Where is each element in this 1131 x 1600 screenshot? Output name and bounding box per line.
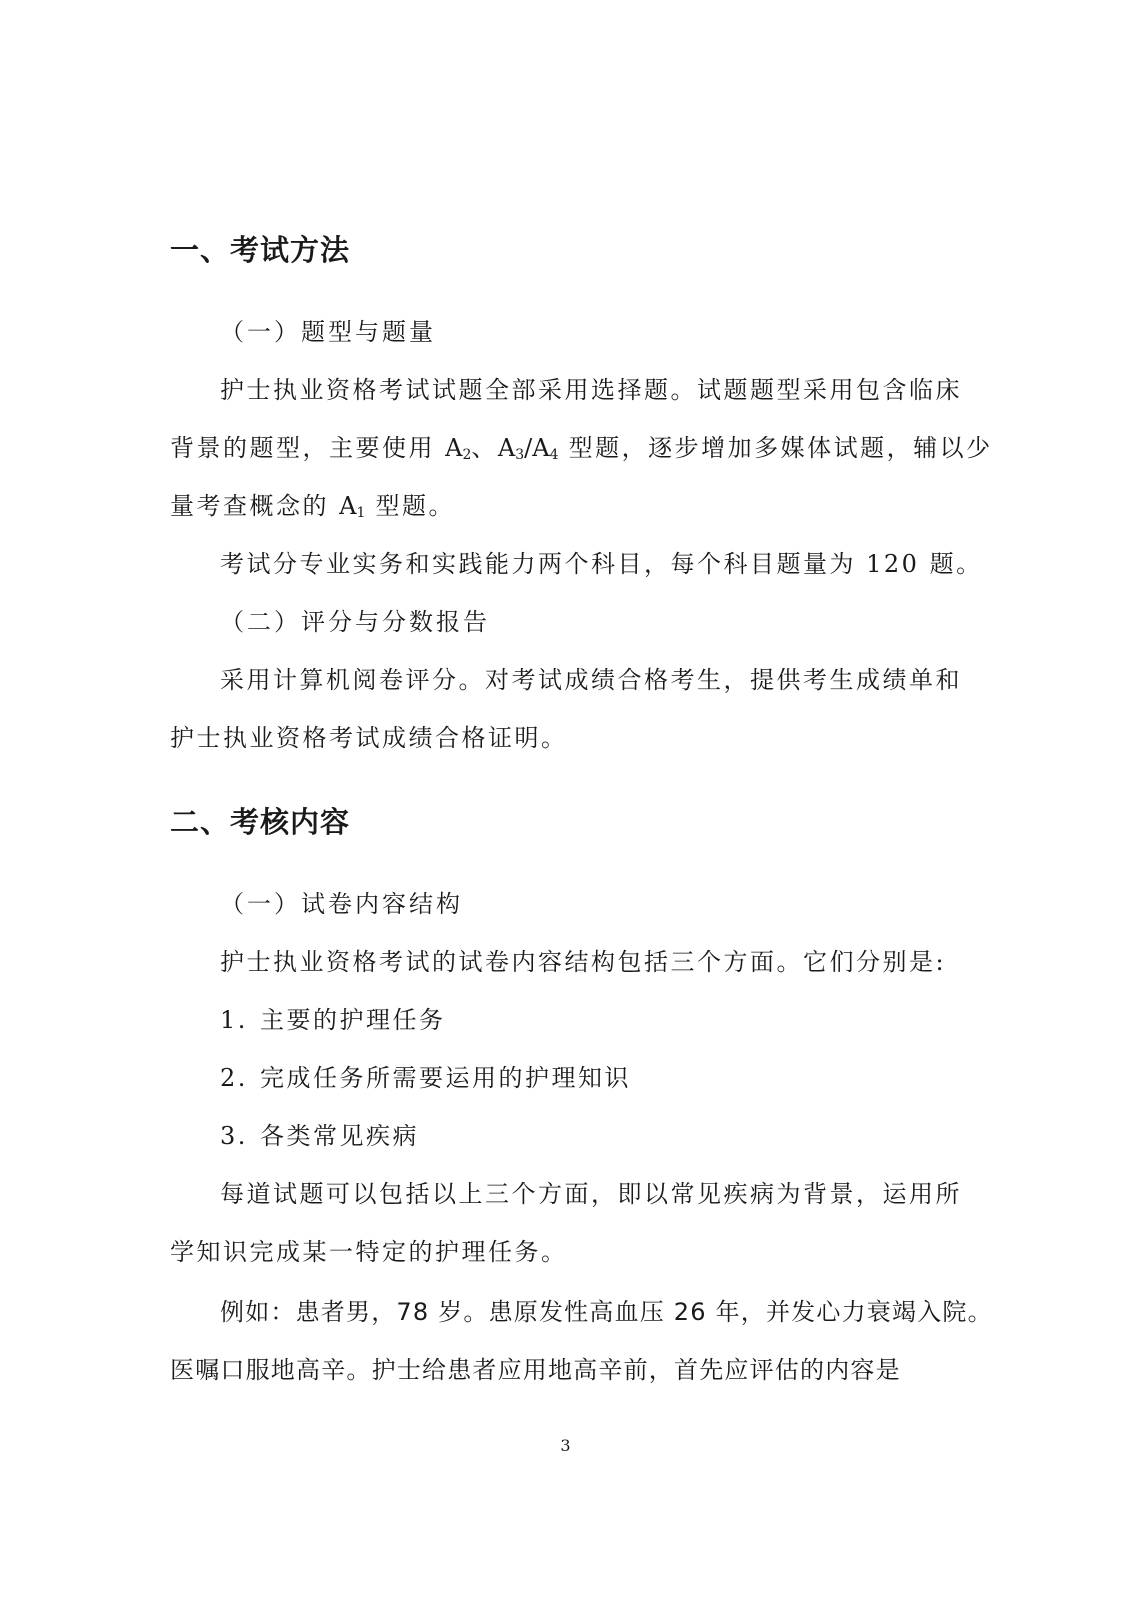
page-number: 3 xyxy=(560,1436,571,1455)
subscript: 3 xyxy=(515,447,525,463)
list-text: 主要的护理任务 xyxy=(260,1006,446,1034)
text-run: 、 xyxy=(471,434,498,462)
paragraph-line: 考试分专业实务和实践能力两个科目，每个科目题量为 120 题。 xyxy=(220,550,983,578)
section-heading-exam-method: 一、考试方法 xyxy=(170,233,351,267)
text-run: 型题，逐步增加多媒体试题，辅以少 xyxy=(558,434,993,462)
text-run: A xyxy=(339,492,357,520)
section-heading-exam-content: 二、考核内容 xyxy=(170,805,351,839)
text-run: A xyxy=(445,434,463,462)
paragraph-line: 护士执业资格考试成绩合格证明。 xyxy=(170,724,568,752)
paragraph-line: 护士执业资格考试试题全部采用选择题。试题题型采用包含临床 xyxy=(220,376,962,404)
paragraph-line xyxy=(170,428,993,463)
subheading-question-types: （一）题型与题量 xyxy=(220,318,436,346)
subscript: 4 xyxy=(549,447,559,463)
subheading-paper-structure: （一）试卷内容结构 xyxy=(220,890,463,918)
text-run: / xyxy=(524,434,533,462)
list-item xyxy=(220,1000,446,1035)
paragraph-line: 每道试题可以包括以上三个方面，即以常见疾病为背景，运用所 xyxy=(220,1180,962,1208)
text-run: 背景的题型，主要使用 xyxy=(170,434,446,462)
example-line: 医嘱口服地高辛。护士给患者应用地高辛前，首先应评估的内容是 xyxy=(170,1356,901,1384)
list-text: 完成任务所需要运用的护理知识 xyxy=(260,1064,631,1092)
paragraph-line xyxy=(170,486,455,521)
paragraph-line: 学知识完成某一特定的护理任务。 xyxy=(170,1238,568,1266)
list-item xyxy=(220,1116,419,1151)
subheading-scoring: （二）评分与分数报告 xyxy=(220,608,490,636)
text-run: A xyxy=(532,434,550,462)
list-number: 1. xyxy=(220,1006,248,1034)
text-run: A xyxy=(497,434,516,462)
list-item xyxy=(220,1058,631,1093)
text-run: 型题。 xyxy=(365,492,456,520)
list-number: 2. xyxy=(220,1064,248,1092)
list-text: 各类常见疾病 xyxy=(260,1122,419,1150)
subscript: 2 xyxy=(462,447,472,463)
text-run: 量考查概念的 xyxy=(170,492,340,520)
paragraph-line: 护士执业资格考试的试卷内容结构包括三个方面。它们分别是: xyxy=(220,948,947,976)
subscript: 1 xyxy=(356,505,366,521)
example-line: 例如：患者男，78 岁。患原发性高血压 26 年，并发心力衰竭入院。 xyxy=(220,1298,993,1326)
list-number: 3. xyxy=(220,1122,248,1150)
paragraph-line: 采用计算机阅卷评分。对考试成绩合格考生，提供考生成绩单和 xyxy=(220,666,962,694)
